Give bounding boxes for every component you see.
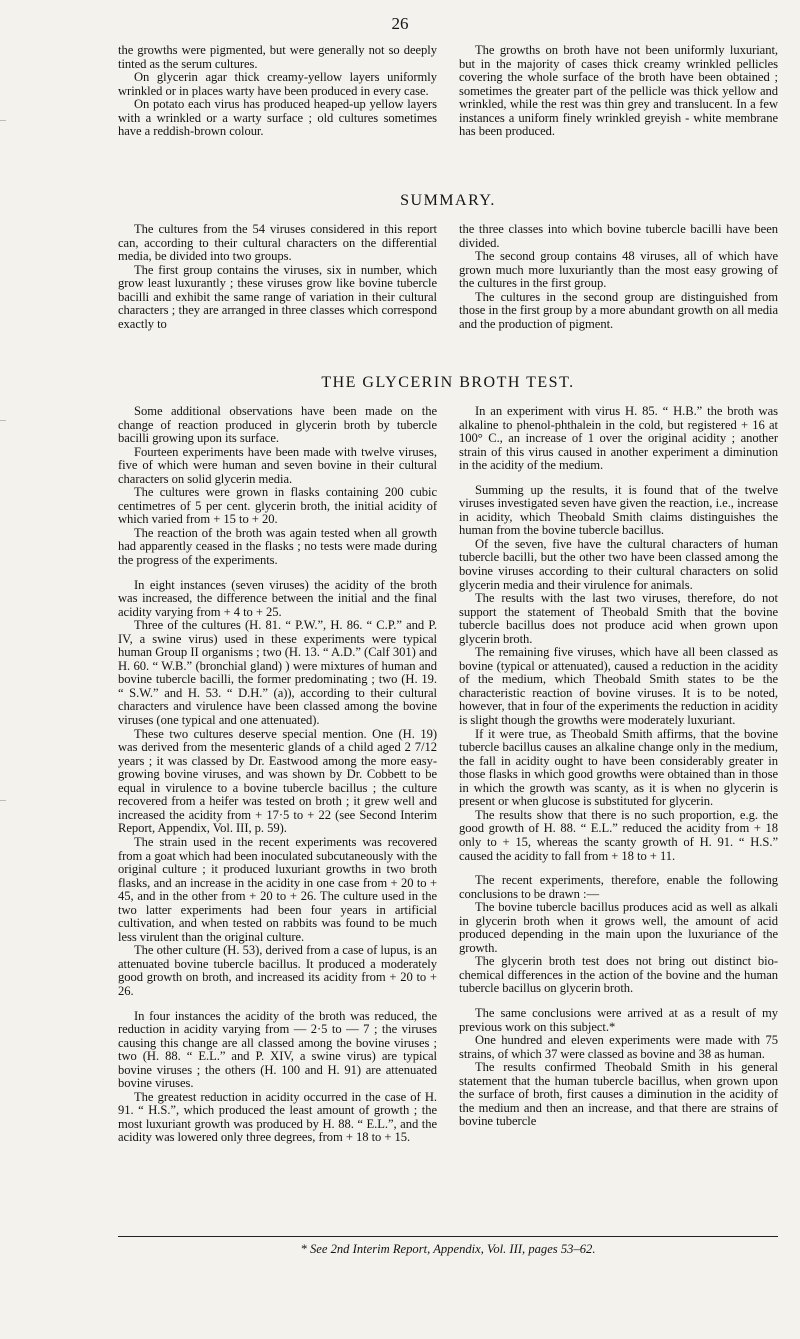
glycerin-section [118,405,778,1145]
summary-right-column [459,223,778,331]
paragraph: Of the seven, five have the cultural characters of human tubercle bacilli, but the other two have been classed among the bovine viruses according to their cultural characters on solid glycerin media and their virulence for animals. [459,536,778,592]
paragraph: In eight instances (seven viruses) the acidity of the broth was increased, the difference between the initial and the final acidity varying from + 4 to + 25. [118,577,437,619]
scan-mark [0,800,6,801]
paragraph: The first group contains the viruses, six in number, which grow least luxurantly ; these viruses grow like bovine tubercle bacilli and exhibit the same range of variation in their cultural characters ; they are arranged in three classes which correspond exactly to [118,262,437,331]
paragraph: The second group contains 48 viruses, all of which have grown much more luxuriantly than the most easy growing of the cultures in the first group. [459,249,778,291]
summary-heading: SUMMARY. [400,192,496,209]
paragraph: the three classes into which bovine tubercle bacilli have been divided. [459,222,778,250]
paragraph: The glycerin broth test does not bring out distinct bio-chemical differences in the action of the bovine and the human tubercle bacillus on glycerin broth. [459,954,778,996]
paragraph: On glycerin agar thick creamy-yellow layers uniformly wrinkled or in places warty have been produced in every case. [118,70,437,98]
paragraph: The cultures from the 54 viruses considered in this report can, according to their cultural characters on the differential media, be divided into two groups. [118,222,437,264]
paragraph: The reaction of the broth was again tested when all growth had apparently ceased in the flasks ; no tests were made during the progress of the experiments. [118,525,437,568]
paragraph: If it were true, as Theobald Smith affirms, that the bovine tubercle bacillus causes an alkaline change only in the medium, the fall in acidity ought to have been considerably greater in those flasks in which good growths were obtained than in those in which the growth was scanty, as it is when no glycerin is present or when glucose is substituted for glycerin. [459,726,778,809]
paragraph: The growths on broth have not been uniformly luxuriant, but in the majority of cases thick creamy wrinkled pellicles covering the whole surface of the broth have been obtained ; sometimes the greater part of the pellicle was thick yellow and wrinkled, while the rest was thin grey and translucent. In a few instances a uniform finely wrinkled greyish - white membrane has been produced. [459,43,778,139]
paragraph: One hundred and eleven experiments were made with 75 strains, of which 37 were classed as bovine and 38 as human. [459,1033,778,1061]
paragraph: The same conclusions were arrived at as a result of my previous work on this subject.* [459,1005,778,1034]
paragraph: The recent experiments, therefore, enable the following conclusions to be drawn :— [459,873,778,901]
paragraph: Three of the cultures (H. 81. “ P.W.”, H. 86. “ C.P.” and P. IV, a swine virus) used in these experiments were typical human Group II organisms ; two (H. 13. “ A.D.” (Calf 301) and H. 60. “ W.B.” (bronchial gland) ) were mixtures of human and bovine tubercle bacilli, the former predominating ; two (H. 19. “ S.W.” and H. 53. “ D.H.” (a)), according to their cultural characters and virulence have been classed among the bovine viruses (one typical and one attenuated). [118,618,437,728]
footnote: * See 2nd Interim Report, Appendix, Vol. III, pages 53–62. [300,1242,596,1256]
paragraph: In an experiment with virus H. 85. “ H.B.” the broth was alkaline to phenol-phthalein in the cold, but registered + 16 at 100° C., an increase of 1 over the original acidity ; another strain of this virus caused in another experiment a diminution in the acidity of the medium. [459,404,778,473]
glycerin-heading: THE GLYCERIN BROTH TEST. [321,374,575,391]
paragraph: The results confirmed Theobald Smith in his general statement that the human tubercle bacillus, when grown upon the surface of broth, first causes a diminution in the acidity of the medium and then an increase, and that there are strains of bovine tubercle [459,1060,778,1129]
scan-mark [0,420,6,421]
paragraph: The results with the last two viruses, therefore, do not support the statement of Theobald Smith that the bovine tubercle bacillus does not produce acid when grown upon glycerin broth. [459,591,778,646]
paragraph: The other culture (H. 53), derived from a case of lupus, is an attenuated bovine tubercle bacillus. It produced a moderately good growth on broth, and increased its acidity from + 20 to + 26. [118,943,437,998]
intro-right-column [459,44,778,139]
paragraph: Some additional observations have been made on the change of reaction produced in glycerin broth by tubercle bacilli growing upon its surface. [118,404,437,446]
paragraph: The results show that there is no such proportion, e.g. the good growth of H. 88. “ E.L.” reduced the acidity from + 18 only to + 15, whereas the scanty growth of H. 91. “ H.S.” caused the acidity to fall from + 18 to + 11. [459,807,778,863]
paragraph: The cultures were grown in flasks containing 200 cubic centimetres of 5 per cent. glycerin broth, the initial acidity of which varied from + 15 to + 20. [118,485,437,527]
paragraph: the growths were pigmented, but were generally not so deeply tinted as the serum cultures. [118,43,437,71]
paragraph: The cultures in the second group are distinguished from those in the first group by a more abundant growth on all media and the production of pigment. [459,289,778,331]
glycerin-left-column [118,405,437,1145]
paragraph: Fourteen experiments have been made with twelve viruses, five of which were human and seven bovine in their cultural characters on solid glycerin media. [118,444,437,486]
paragraph: These two cultures deserve special mention. One (H. 19) was derived from the mesenteric glands of a child aged 2 7/12 years ; it was classed by Dr. Eastwood among the more easy-growing bovine viruses, and was shown by Dr. Cobbett to be equal in virulence to a bovine tubercle bacillus ; the culture recovered from a heifer was tested on broth ; it grew well and increased the acidity from + 17·5 to + 22 (see Second Interim Report, Appendix, Vol. III, p. 59). [118,726,437,836]
scan-mark [0,120,6,121]
footnote-rule [118,1236,778,1237]
paragraph: The greatest reduction in acidity occurred in the case of H. 91. “ H.S.”, which produced the least amount of growth ; the most luxuriant growth was produced by H. 88. “ E.L.”, and the acidity was lowered only three degrees, from + 18 to + 15. [118,1089,437,1145]
paragraph: The remaining five viruses, which have all been classed as bovine (typical or attenuated), caused a reduction in the acidity of the medium, which Theobald Smith states to be the characteristic reaction of bovine viruses. It is to be noted, however, that in four of the experiments the reduction in acidity is slight though the growths were moderately luxuriant. [459,645,778,728]
paragraph: In four instances the acidity of the broth was reduced, the reduction in acidity varying from — 2·5 to — 7 ; the viruses causing this change are all classed among the bovine viruses ; two (H. 88. “ E.L.” and P. XIV, a swine virus) are typical bovine viruses ; the others (H. 100 and H. 91) are attenuated bovine viruses. [118,1008,437,1091]
paragraph: The bovine tubercle bacillus produces acid as well as alkali in glycerin broth when it grows well, the amount of acid produced depending in the main upon the luxuriance of the growth. [459,900,778,955]
paragraph: On potato each virus has produced heaped-up yellow layers with a wrinkled or a warty surface ; old cultures sometimes have a reddish-brown colour. [118,97,437,139]
page-number: 26 [391,14,409,33]
summary-section [118,223,778,331]
intro-section [118,44,778,139]
paragraph: Summing up the results, it is found that of the twelve viruses investigated seven have given the reaction, i.e., increase in acidity, which Theobald Smith claims distinguishes the human from the bovine tubercle bacillus. [459,482,778,538]
paragraph: The strain used in the recent experiments was recovered from a goat which had been inoculated subcutaneously with the original culture ; it produced luxuriant growths in two broth flasks, and an increase in the acidity in one case from + 20 to + 45, and in the other from + 20 to + 26. The culture used in the two latter experiments had been four years in artificial cultivation, and when tested on rabbits was found to be much less virulent than the original culture. [118,834,437,944]
summary-left-column [118,223,437,331]
glycerin-right-column [459,405,778,1145]
intro-left-column [118,44,437,139]
